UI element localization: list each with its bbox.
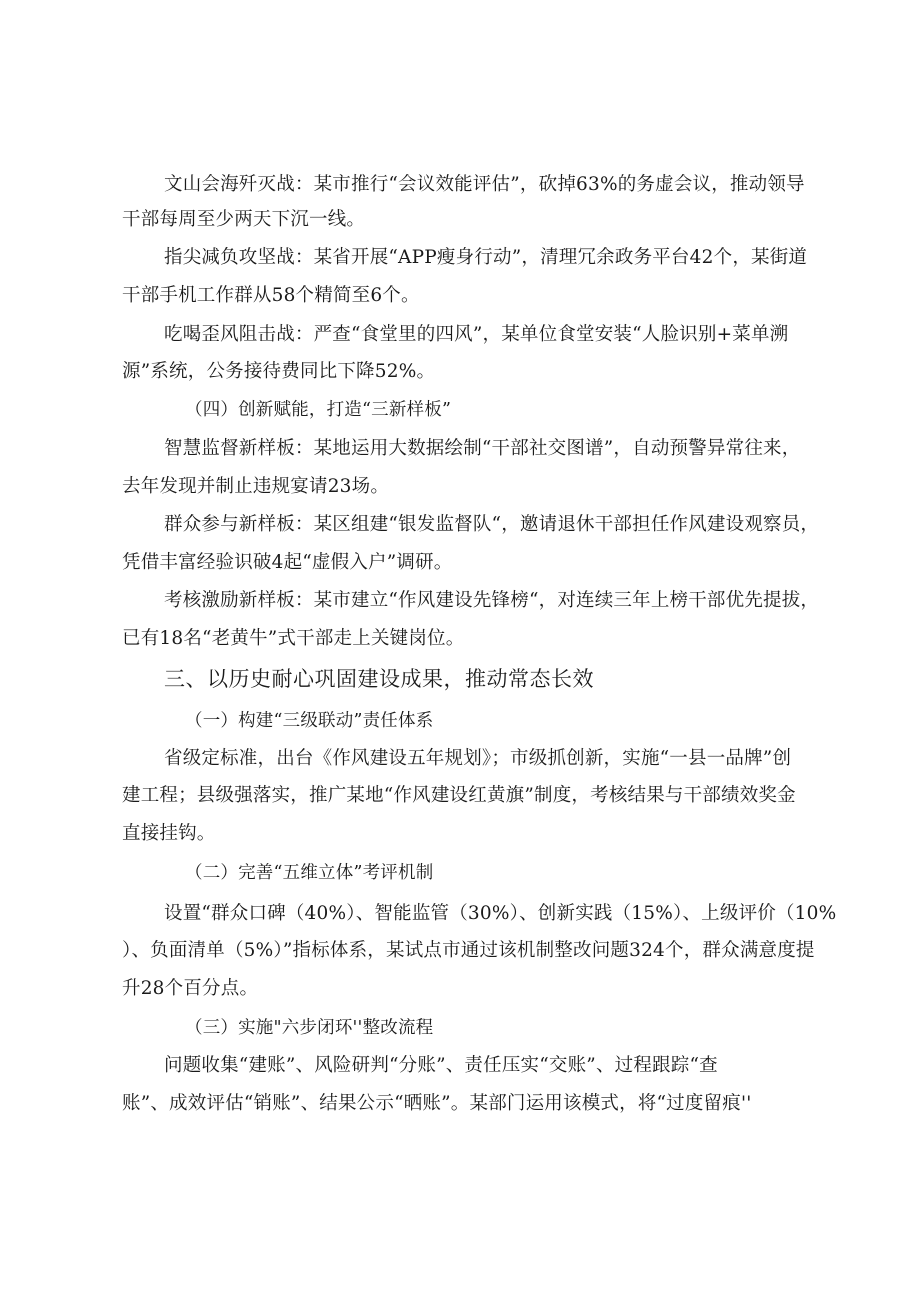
paragraph-line-19: 问题收集“建账”、风险研判“分账”、责任压实“交账”、过程跟踪“查	[164, 1055, 718, 1076]
paragraph-line-17: ）、负面清单（5%）”指标体系，某试点市通过该机制整改问题324个，群众满意度提	[122, 940, 815, 961]
paragraph-line-8: 去年发现并制止违规宴请23场。	[122, 476, 390, 497]
paragraph-line-5: 吃喝歪风阻击战：严查“食堂里的四风”，某单位食堂安装“人脸识别+菜单溯	[164, 324, 789, 345]
paragraph-line-1: 文山会海歼灭战：某市推行“会议效能评估”，砍掉63%的务虚会议，推动领导	[164, 174, 805, 195]
subheading-three: （三）实施"六步闭环''整改流程	[185, 1018, 434, 1038]
paragraph-line-18: 升28个百分点。	[122, 978, 259, 999]
paragraph-line-9: 群众参与新样板：某区组建“银发监督队“，邀请退休干部担任作风建设观察员，	[164, 514, 820, 535]
subheading-four: （四）创新赋能，打造“三新样板”	[185, 400, 452, 420]
paragraph-line-2: 干部每周至少两天下沉一线。	[122, 209, 366, 230]
paragraph-line-14: 建工程；县级强落实，推广某地“作风建设红黄旗”制度，考核结果与干部绩效奖金	[122, 785, 796, 806]
subheading-two: （二）完善“五维立体”考评机制	[185, 863, 434, 883]
paragraph-line-3: 指尖减负攻坚战：某省开展“APP瘦身行动”，清理冗余政务平台42个，某街道	[164, 247, 808, 268]
paragraph-line-12: 已有18名“老黄牛”式干部走上关键岗位。	[122, 628, 465, 649]
paragraph-line-11: 考核激励新样板：某市建立“作风建设先锋榜“，对连续三年上榜干部优先提拔，	[164, 590, 820, 611]
paragraph-line-20: 账”、成效评估“销账”、结果公示“晒账”。某部门运用该模式，将“过度留痕''	[122, 1093, 752, 1114]
paragraph-line-15: 直接挂钩。	[122, 823, 216, 844]
paragraph-line-6: 源”系统，公务接待费同比下降52%。	[122, 361, 436, 382]
paragraph-line-16: 设置“群众口碑（40%）、智能监管（30%）、创新实践（15%）、上级评价（10%	[164, 903, 837, 924]
paragraph-line-4: 干部手机工作群从58个精简至6个。	[122, 285, 420, 306]
paragraph-line-10: 凭借丰富经验识破4起“虚假入户”调研。	[122, 552, 453, 573]
paragraph-line-13: 省级定标准，出台《作风建设五年规划》；市级抓创新，实施“一县一品牌”创	[164, 748, 792, 769]
paragraph-line-7: 智慧监督新样板：某地运用大数据绘制“干部社交图谱”，自动预警异常往来，	[164, 438, 801, 459]
subheading-one: （一）构建“三级联动”责任体系	[185, 711, 434, 731]
section-heading-three: 三、以历史耐心巩固建设成果，推动常态长效	[164, 667, 594, 691]
